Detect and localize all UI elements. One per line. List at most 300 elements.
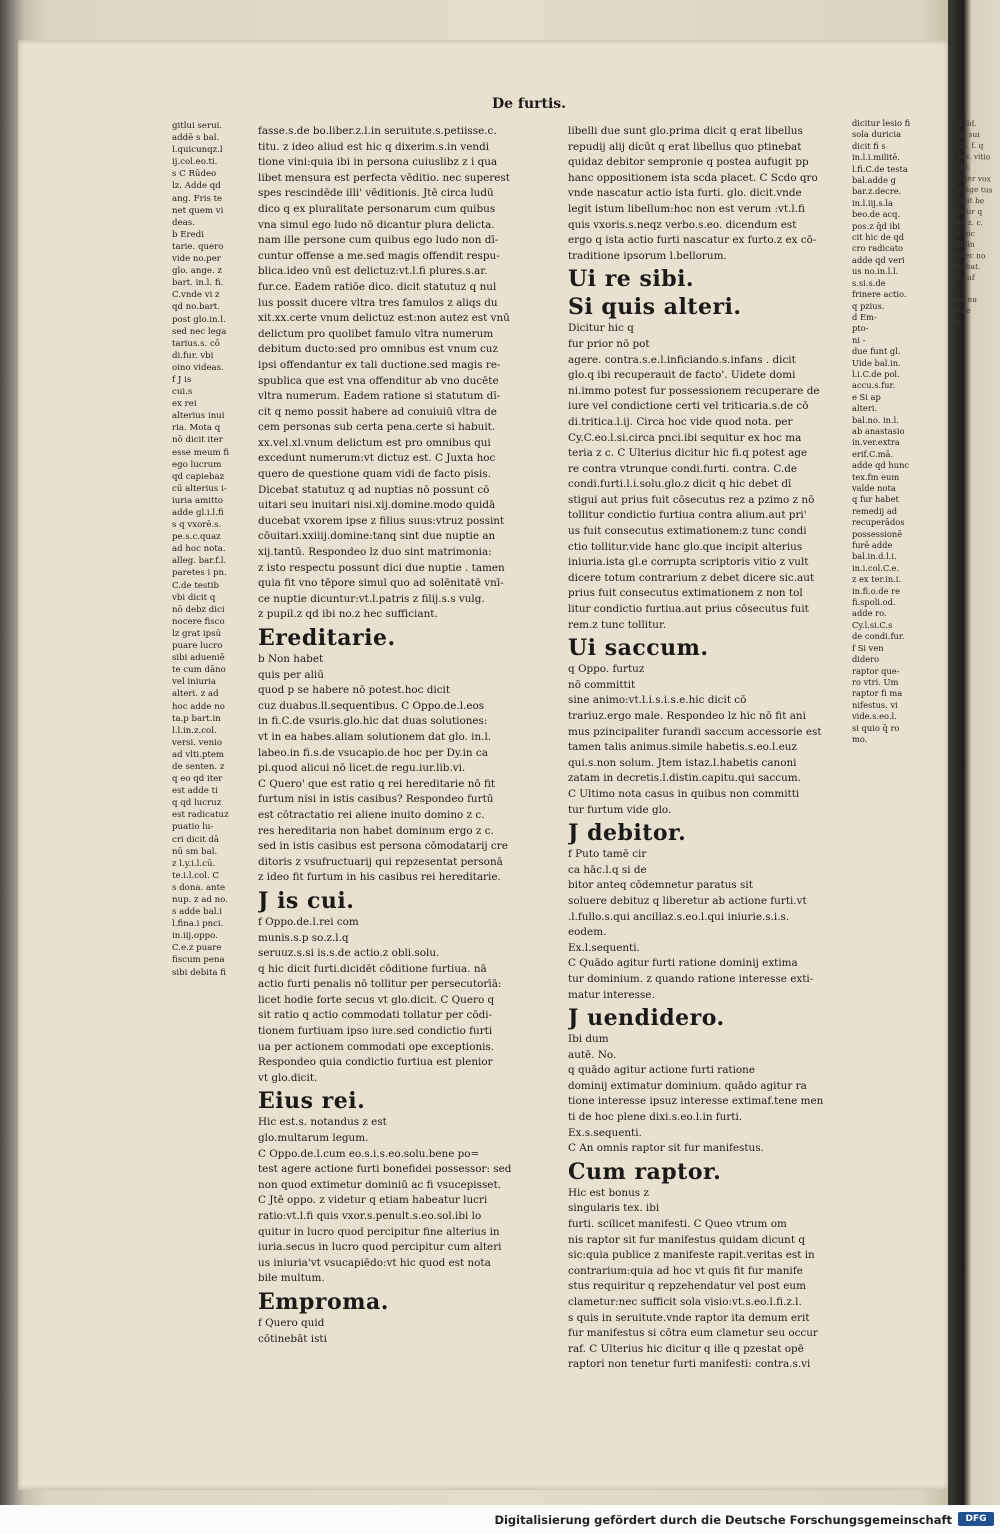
gloss-line: adde qd hunc <box>852 460 910 471</box>
text-line: soluere debituz q liberetur ab actione furti.vt <box>568 894 807 907</box>
gloss-line: oino videas. <box>172 362 224 373</box>
text-line: ni.immo potest fur possessionem recuperare de <box>568 384 820 397</box>
text-line: ua per actionem commodati ope exceptionis. <box>258 1040 495 1053</box>
facing-page-line: f lid. <box>959 118 977 128</box>
text-line: f Oppo.de.l.rei com <box>258 915 359 928</box>
gloss-line: si quio q̄ ro <box>852 722 900 733</box>
gloss-line: raptor fi ma <box>852 688 903 699</box>
gloss-line: fiscum pena <box>172 955 225 966</box>
gloss-line: bart. in.l. fi. <box>172 278 224 289</box>
gloss-line: l.l.in.z.col. <box>172 725 217 736</box>
gloss-line: in.ver.extra <box>852 437 900 448</box>
facing-page-line: ein nu <box>953 294 978 305</box>
text-line: C Ultimo nota casus in quibus non committi <box>568 787 800 800</box>
text-line: trariuz.ergo male. Respondeo lz hic nō fit ani <box>568 710 806 722</box>
text-line: vna simul ego ludo nō dicantur plura delicta. <box>258 218 495 231</box>
gloss-line: ad hoc nota. <box>172 544 226 555</box>
text-line: clametur:nec sufficit sola visio:vt.s.eo.l.fi.z.l. <box>568 1296 802 1308</box>
gloss-line: sibi adueniē <box>172 653 225 664</box>
gloss-line: cui.s <box>172 387 193 398</box>
text-line: zatam in decretis.l.distin.capitu.qui saccum. <box>568 772 801 785</box>
text-line: titu. z ideo aliud est hic q dixerim.s.in vendi <box>258 140 490 153</box>
gloss-line: puare lucro <box>172 641 223 652</box>
gloss-line: q fur habet <box>852 494 899 505</box>
gloss-line: addē s bal. <box>172 133 220 144</box>
text-line: agere. contra.s.e.l.inficiando.s.infans . dicit <box>568 353 796 366</box>
text-line: sit ratio q actio commodati tollatur per cōdi- <box>258 1009 493 1022</box>
text-line: z isto respectu possunt dici due nuptie . tamen <box>258 561 505 574</box>
gloss-line: qd capiebaz <box>172 471 225 482</box>
section-heading: Emproma. <box>258 1288 389 1315</box>
gloss-line: net quem vi <box>172 205 224 216</box>
text-line: actio furti penalis nō tollitur per persecutorīā: <box>258 978 502 991</box>
gloss-line: pos.z q̄d ibi <box>852 220 901 231</box>
facing-page-line: raut be <box>956 195 985 206</box>
facing-page-text <box>952 117 999 327</box>
gloss-line: pe.s.c.quaz <box>172 532 221 543</box>
gloss-line: in.fi.o.de re <box>852 585 901 596</box>
text-line: tione interesse ipsuz interesse extimaf.tene men <box>568 1095 824 1108</box>
gloss-line: lz. Adde qd <box>172 181 221 192</box>
text-line: fur.ce. Eadem ratiōe dico. dicit statutuz q nul <box>258 280 497 293</box>
gloss-line: nō debz dici <box>172 604 225 615</box>
text-line: re contra vtrunque condi.furti. contra. C.de <box>568 462 798 475</box>
text-line: legit istum libellum:hoc non est verum :vt.l.fi <box>568 202 805 215</box>
text-line: hanc oppositionem ista scda placet. C Scdo qro <box>568 171 818 184</box>
text-line: pi.quod alicui nō licet.de regu.iur.lib.vi. <box>258 762 466 775</box>
text-line: tollitur condictio furtiua contra alium.aut pri' <box>568 509 807 522</box>
text-line: litur condictio furtiua.aut prius cōsecutus fuit <box>568 603 809 616</box>
text-line: cōuitari.xxiiij.domine:tanq sint due nuptie an <box>258 530 496 543</box>
text-line: blica.ideo vnū est delictuz:vt.l.fi plures.s.ar. <box>258 265 488 278</box>
gloss-line: valde nota <box>852 483 896 493</box>
gloss-line: s q vxorē.s. <box>172 520 222 531</box>
gloss-line: l.fina.i pnci. <box>172 919 224 930</box>
section-heading: J debitor. <box>568 820 687 847</box>
text-line: fur prior nō pot <box>568 337 650 350</box>
gloss-line: deas. <box>172 217 195 228</box>
text-line: vltra numerum. Eadem ratione si statutum dī- <box>258 390 501 403</box>
text-line: glo.q ibi recuperauit de facto'. Uidete domi <box>568 369 796 382</box>
gloss-line: nifestus. vi <box>852 699 898 710</box>
facing-page-line: ias. vitio <box>958 151 991 162</box>
gloss-line: l.fi.C.de testa <box>852 163 908 174</box>
text-line: bile multum. <box>258 1272 325 1285</box>
text-line: ctio tollitur.vide hanc glo.que incipit alterius <box>568 540 803 553</box>
text-line: labeo.in fi.s.de vsucapio.de hoc per Dy.in ca <box>258 746 488 759</box>
gloss-line: sed nec lega <box>172 326 227 337</box>
gloss-line: accu.s.fur. <box>852 380 896 391</box>
text-line: tur dominium. z quando ratione interesse exti- <box>568 972 814 985</box>
text-line: dicere totum contrarium z debet dicere sic.aut <box>568 571 815 584</box>
gloss-line: dicit fi s <box>852 140 886 151</box>
text-line: repudij alij dicūt q erat libellus quo ptinebat <box>568 140 802 153</box>
gloss-line: cri dicit dā <box>172 834 220 845</box>
text-line: q quādo agitur actione furti ratione <box>568 1064 755 1077</box>
gloss-line: bal.adde g <box>852 175 896 186</box>
section-heading: J uendidero. <box>568 1005 725 1032</box>
text-line: qui.s.non solum. Jtem istaz.l.habetis canoni <box>568 756 797 769</box>
text-line: teria z c. C Ulterius dicitur hic fi.q potest age <box>568 447 808 460</box>
gloss-line: nō dicit iter <box>172 435 223 446</box>
gloss-line: s adde bal.i <box>172 907 222 918</box>
gloss-line: us no.in.l.l. <box>852 266 899 277</box>
text-line: nam ille persone cum quibus ego ludo non dī- <box>258 234 499 247</box>
text-line: cem personas sub certa pena.certe si habuit. <box>258 421 496 434</box>
gloss-line: est adde ti <box>172 786 218 797</box>
gloss-line: in.i.col.C.e. <box>852 562 900 573</box>
gloss-line: raptor que- <box>852 665 900 676</box>
text-line: prius fuit consecutus extimationem z non tol <box>568 587 803 600</box>
gloss-line: ang. Fris te <box>172 193 223 204</box>
gloss-line: in.l.i.militē. <box>852 152 900 163</box>
text-line: debitum ducto:sed pro omnibus est vnum cuz <box>258 343 498 356</box>
text-line: ipsi offendantur ex tali ductione.sed magis re- <box>258 358 501 371</box>
text-line: vnde nascatur actio ista furti. glo. dicit.vnde <box>568 187 802 200</box>
gloss-line: z l.y.i.l.cū. <box>172 858 216 869</box>
text-line: stigui aut prius fuit cōsecutus rez a pzimo z nō <box>568 493 815 506</box>
text-line: ergo q ista actio furti nascatur ex furto.z ex cō- <box>568 234 817 247</box>
text-line: sic:quia publice z manifeste rapit.veritas est in <box>568 1249 815 1262</box>
gloss-line: ta.p bart.in <box>172 713 221 724</box>
gloss-line: versi. venio <box>172 737 223 748</box>
gloss-line: adde qd veri <box>852 254 905 265</box>
dfg-logo: DFG <box>958 1512 994 1526</box>
text-line: tur furtum vide glo. <box>568 803 672 816</box>
text-line: Ibi dum <box>568 1033 609 1046</box>
gloss-line: pto- <box>852 323 869 334</box>
text-line: Dicebat statutuz q ad nuptias nō possunt cō <box>258 483 490 496</box>
section-heading: J is cui. <box>258 887 355 914</box>
gloss-line: d Em- <box>852 311 877 322</box>
text-line: iure vel condictione certi vel triticaria.s.de cō <box>568 400 809 413</box>
facing-page-line: C . uf <box>953 272 975 282</box>
gloss-line: iuria amitto <box>172 495 224 506</box>
gloss-line: ego lucrum <box>172 459 222 470</box>
left-main-column <box>258 124 526 1347</box>
gloss-line: ex rei <box>172 399 197 410</box>
text-line: uitari seu inuitari nisi.xij.domine.modo quidā <box>258 499 496 512</box>
text-line: dico q ex pluralitate personarum cum quibus <box>258 202 496 215</box>
text-line: quidaz debitor sempronie q postea aufugit pp <box>568 156 809 169</box>
running-head: De furtis. <box>492 96 567 112</box>
gloss-line: post glo.in.l. <box>172 314 226 325</box>
text-line: ce nuptie dicuntur:vt.l.patris z filij.s.s vulg. <box>258 592 485 605</box>
gloss-line: recuperādos <box>852 517 905 528</box>
text-line: quia fit vno tēpore simul quo ad solēnitatē vnī- <box>258 577 504 590</box>
text-line: q hic dicit furti.dicidēt cōditione furtiua. nā <box>258 962 487 975</box>
text-line: glo.multarum legum. <box>258 1132 369 1145</box>
section-heading: Ereditarie. <box>258 625 396 651</box>
text-line: delictum pro quolibet famulo vltra numerum <box>258 327 494 340</box>
facing-page-line: pinge tus <box>957 184 993 195</box>
gloss-line: fi.spoli.od. <box>852 597 896 608</box>
gloss-line: sola duricia <box>852 129 902 140</box>
text-line: C Quero' que est ratio q rei hereditarie nō fit <box>258 777 496 790</box>
gloss-line: bar.z.decre. <box>852 186 902 197</box>
gloss-line: ij.col.eo.ti. <box>172 157 218 168</box>
gloss-line: paretes i pn. <box>172 568 227 579</box>
text-line: f Quero quid <box>258 1316 325 1329</box>
gloss-line: mo. <box>852 733 868 744</box>
left-gloss-column <box>172 120 244 979</box>
gloss-line: ro vtri. Um <box>852 676 899 687</box>
gloss-line: Cy.l.si.C.s <box>852 619 893 630</box>
gloss-line: adde ro. <box>852 608 887 619</box>
text-line: s quis in seruitute.vnde raptor ita demum erit <box>568 1311 810 1324</box>
text-line: mus pzincipaliter furandi saccum accessorie est <box>568 725 822 738</box>
gloss-line: qd no.bart. <box>172 302 220 313</box>
gloss-line: te cum dāno <box>172 665 226 676</box>
text-line: non quod extimetur dominiū ac fi vsucepisset. <box>258 1178 501 1191</box>
text-line: z ideo fit furtum in his casibus rei hereditarie. <box>258 871 501 884</box>
text-line: munis.s.p so.z.l.q <box>258 931 349 944</box>
section-heading: Ui saccum. <box>568 635 709 662</box>
text-line: in fi.C.de vsuris.glo.hic dat duas solutiones: <box>258 715 488 728</box>
right-main-column <box>568 124 848 1373</box>
gloss-line: alteri. z ad <box>172 689 219 700</box>
text-line: condi.furti.l.i.solu.glo.z dicit q hic debet dī <box>568 478 792 491</box>
text-line: contrarium:quia ad hoc vt quis fit fur manife <box>568 1264 803 1277</box>
section-heading: Ui re sibi. <box>568 266 695 293</box>
text-line: quis per aliū <box>258 668 324 681</box>
text-line: ditoris z vsufructuarij qui repzesentat personā <box>258 855 503 868</box>
text-line: tionem furtiuam ipso iure.sed condictio furti <box>258 1025 493 1038</box>
gloss-line: q qd lucruz <box>172 798 222 809</box>
text-line: f Puto tamē cir <box>568 848 647 861</box>
text-line: spublica que est vna offenditur ab vno ducēte <box>258 374 499 387</box>
gloss-line: alleg. bar.f.l. <box>172 556 227 567</box>
text-line: spes rescindēde illi' vēditionis. Jtē circa ludū <box>258 187 494 200</box>
gloss-line: didero <box>852 654 880 665</box>
gloss-line: puatio lu- <box>172 822 214 833</box>
text-line: stus requiritur q repzehendatur vel post eum <box>568 1280 806 1293</box>
text-line: singularis tex. ibi <box>568 1202 660 1215</box>
facing-page-line: lutur q <box>956 206 983 217</box>
gloss-line: esse meum fi <box>172 447 230 458</box>
gloss-line: te.i.l.col. C <box>172 870 220 881</box>
gloss-line: ad vlti.ptem <box>172 749 225 760</box>
gloss-line: dicitur lesio fi <box>852 118 911 128</box>
gloss-line: C.e.z puare <box>172 943 222 954</box>
gloss-line: vel iniuria <box>172 677 216 688</box>
digitization-footer <box>0 1505 1000 1534</box>
text-line: ti de hoc plene dixi.s.eo.l.in furti. <box>568 1111 743 1124</box>
text-line: furti. scilicet manifesti. C Queo vtrum om <box>568 1218 787 1231</box>
text-line: quitur in lucro quod percipitur fine alterius in <box>258 1225 500 1238</box>
text-line: test agere actione furti bonefidei possessor: sed <box>258 1163 512 1176</box>
gloss-line: tarius.s. cō <box>172 338 220 349</box>
gloss-line: remedij ad <box>852 505 898 516</box>
text-line: libelli due sunt glo.prima dicit q erat libellus <box>568 125 803 137</box>
text-line: C Oppo.de.l.cum eo.s.i.s.eo.solu.bene po= <box>258 1147 480 1160</box>
gloss-line: due funt gl. <box>852 346 901 357</box>
gloss-line: tarie. quero <box>172 241 224 252</box>
gloss-line: z ex ter.in.i. <box>852 574 902 585</box>
text-line: xit.xx.certe vnum delictuz est:non autez est vnū <box>258 312 510 325</box>
text-line: iuria.secus in lucro quod percipitur cum alteri <box>258 1241 502 1254</box>
text-line: ca hāc.l.q si de <box>568 863 647 876</box>
text-line: vt in ea habes.aliam solutionem dat glo. in.l. <box>258 730 492 743</box>
gloss-line: vbi dicit q <box>172 592 216 603</box>
gloss-line: nū sm bal. <box>172 846 218 857</box>
text-line: furtum nisi in istis casibus? Respondeo furtū <box>258 793 494 806</box>
gloss-line: furē adde <box>852 540 893 551</box>
text-line: sed in istis casibus est persona cōmodatarij cre <box>258 840 508 853</box>
gloss-line: cro radicato <box>852 243 904 254</box>
gloss-line: de senten. z <box>172 761 225 772</box>
text-line: z pupil.z qd ibi no.z hec sufficiant. <box>258 608 438 621</box>
text-line: ratio:vt.l.fi quis vxor.s.penult.s.eo.sol.ibi lo <box>258 1210 482 1222</box>
facing-page-line: ti hic <box>955 228 976 238</box>
text-line: quero de questione quam vidi de facto pisis. <box>258 468 491 481</box>
gloss-line: cū alterius i- <box>172 483 227 494</box>
gloss-line: alteri. <box>852 403 878 414</box>
text-line: fur manifestus si cōtra eum clametur seu occur <box>568 1327 818 1340</box>
facing-page-line: eiter vox <box>957 173 991 184</box>
section-heading: Si quis alteri. <box>568 294 742 321</box>
text-line: xij.tantū. Respondeo lz duo sint matrimonia: <box>258 546 492 559</box>
text-line: ducebat vxorem ipse z filius suus:vtruz possint <box>258 514 505 527</box>
section-heading: Cum raptor. <box>568 1158 722 1185</box>
gloss-line: bal.no. in.l. <box>852 414 899 425</box>
gloss-line: hoc adde no <box>172 701 225 712</box>
gloss-line: l.i.C.de pol. <box>852 368 900 379</box>
gloss-line: Uide bal.in. <box>852 357 901 368</box>
gloss-line: cit hic de qd <box>852 232 905 243</box>
gloss-line: de condi.fur. <box>852 631 905 642</box>
text-line: est cōtractatio rei aliene inuito domino z c. <box>258 808 485 821</box>
facing-page-line: in <box>952 316 960 326</box>
text-line: raptori non tenetur furti manifesti: contra.s.vi <box>568 1358 811 1371</box>
gloss-line: C.de testib <box>172 580 219 591</box>
text-line: cit q nemo possit habere ad conuiuiū vltra de <box>258 405 497 418</box>
text-line: .l.fullo.s.qui ancillaz.s.eo.l.qui iniurie.s.i.s. <box>568 910 790 923</box>
section-heading: Eius rei. <box>258 1088 366 1115</box>
text-line: nō committit <box>568 678 636 691</box>
gloss-line: s C Rūdeo <box>172 169 217 180</box>
text-line: quis vxoris.s.neqz verbo.s.eo. dicendum est <box>568 218 797 231</box>
text-line: iniuria.ista gl.e corrupta scriptoris vitio z vult <box>568 556 809 569</box>
text-line: C Quādo agitur furti ratione dominij extima <box>568 957 798 970</box>
text-line: eodem. <box>568 926 607 939</box>
gloss-line: nocere fisco <box>172 616 225 627</box>
text-line: b Non habet <box>258 653 324 665</box>
facing-page-line: ae bat. <box>954 261 981 272</box>
text-line: nis raptor sit fur manifestus quidam dicunt q <box>568 1233 805 1246</box>
gloss-line: adde gl.i.l.fi <box>172 508 224 518</box>
gloss-line: sibi debita fi <box>172 967 227 978</box>
gloss-line: vide no.per <box>172 254 221 265</box>
text-line: bitor anteq cōdemnetur paratus sit <box>568 879 753 892</box>
text-line: us iniuria'vt vsucapiēdo:vt hic quod est nota <box>258 1256 491 1269</box>
gloss-line: lz grat ipsū <box>172 628 222 639</box>
facing-page-line: dl fin <box>955 239 975 249</box>
gloss-line: in.l.iij.s.la <box>852 197 893 208</box>
text-line: cuz duabus.ll.sequentibus. C Oppo.de.l.eos <box>258 699 485 712</box>
facing-page-line: q. sui <box>958 129 980 140</box>
text-line: sine animo:vt.l.i.s.i.s.e.hic dicit cō <box>568 694 747 707</box>
gloss-line: ab anastasio <box>852 425 905 436</box>
text-line: quod p se habere nō potest.hoc dicit <box>258 684 451 697</box>
facing-page-line: nitec no <box>954 250 986 261</box>
gloss-line: ria. Mota q <box>172 423 221 434</box>
text-line: raf. C Ulterius hic dicitur q ille q pzestat opē <box>568 1342 804 1355</box>
gloss-line: beo.de acq. <box>852 209 901 220</box>
text-line: Ex.l.sequenti. <box>568 941 640 954</box>
facing-page-line: lit. f. q <box>958 140 984 151</box>
gloss-line: glo. ange. z <box>172 266 222 277</box>
gloss-line: frinere actio. <box>852 289 907 300</box>
gloss-line: q pzius. <box>852 300 885 311</box>
text-line: lus possit ducere vltra tres famulos z aliqs du <box>258 296 498 309</box>
gloss-line: f Si ven <box>852 642 884 653</box>
gloss-line: di.fur. vbi <box>172 350 214 361</box>
gloss-line: C.vnde vi z <box>172 290 220 301</box>
text-line: traditione ipsorum l.bellorum. <box>568 249 727 262</box>
gloss-line: possessionē <box>852 528 903 539</box>
gloss-line: s.si.s.de <box>852 277 886 288</box>
facing-page-line: s. i. <box>953 283 968 293</box>
text-line: licet hodie forte secus vt glo.dicit. C Quero q <box>258 993 495 1006</box>
gloss-line: nup. z ad no. <box>172 895 228 905</box>
gloss-line: in.iij.oppo. <box>172 931 218 942</box>
gloss-line: alterius inui <box>172 411 225 422</box>
text-line: Hic est bonus z <box>568 1186 649 1199</box>
text-line: cōtinebāt isti <box>258 1332 327 1345</box>
facing-page-line: ilir. <box>957 162 971 172</box>
gloss-line: b Eredi <box>172 229 204 240</box>
text-line: seruuz.s.si is.s.de actio.z obli.solu. <box>258 947 440 960</box>
gloss-line: s dona. ante <box>172 882 226 893</box>
text-line: dominij extimatur dominium. quādo agitur ra <box>568 1079 807 1092</box>
text-line: q Oppo. furtuz <box>568 663 645 676</box>
text-line: tione vini:quia ibi in persona cuiuslibz z i qua <box>258 156 498 169</box>
text-line: Cy.C.eo.l.si.circa pnci.ibi sequitur ex hoc ma <box>568 431 802 444</box>
gloss-line: vide.s.eo.l. <box>852 711 897 722</box>
text-line: Hic est.s. notandus z est <box>258 1116 387 1129</box>
text-line: res hereditaria non habet dominum ergo z c. <box>258 824 494 837</box>
gloss-line: gitlui serui. <box>172 121 223 131</box>
gloss-line: est radicatuz <box>172 810 229 821</box>
text-line: vt glo.dicit. <box>258 1071 318 1084</box>
gloss-line: ni - <box>852 334 866 345</box>
facing-page-line: na z. c. <box>955 217 984 228</box>
text-line: autē. No. <box>568 1048 617 1061</box>
right-gloss-column <box>852 118 916 745</box>
text-line: di.tritica.l.ij. Circa hoc vide quod nota. per <box>568 415 793 428</box>
text-line: C Jtē oppo. z videtur q etiam habeatur lucri <box>258 1194 488 1207</box>
gloss-line: erif.C.mā. <box>852 448 894 459</box>
text-line: libet mensura est perfecta vēditio. nec superest <box>258 171 510 184</box>
gloss-line: bal.in.d.l.i. <box>852 551 897 562</box>
text-line: Respondeo quia condictio furtiua est plenior <box>258 1056 493 1069</box>
gloss-line: q eo qd iter <box>172 774 223 785</box>
gloss-line: l.quicunqz.l <box>172 145 223 156</box>
gloss-line: tex.fm eum <box>852 471 900 482</box>
text-line: us fuit consecutus extimationem:z tunc condi <box>568 525 807 538</box>
facing-page-line: lo ze <box>952 305 971 315</box>
text-line: matur interesse. <box>568 988 655 1001</box>
funding-note: Digitalisierung gefördert durch die Deutsche Forschungsgemeinschaft <box>494 1513 952 1527</box>
text-line: xx.vel.xl.vnum delictum est pro omnibus qui <box>258 436 491 449</box>
gloss-line: e Si ap <box>852 391 881 402</box>
text-line: rem.z tunc tollitur. <box>568 618 667 631</box>
text-line: Ex.s.sequenti. <box>568 1126 642 1139</box>
text-line: excedunt numerum:vt dictuz est. C Juxta hoc <box>258 452 496 465</box>
text-line: fasse.s.de bo.liber.z.l.in seruitute.s.petiisse.c. <box>258 125 497 137</box>
gloss-line: f J is <box>172 374 192 385</box>
